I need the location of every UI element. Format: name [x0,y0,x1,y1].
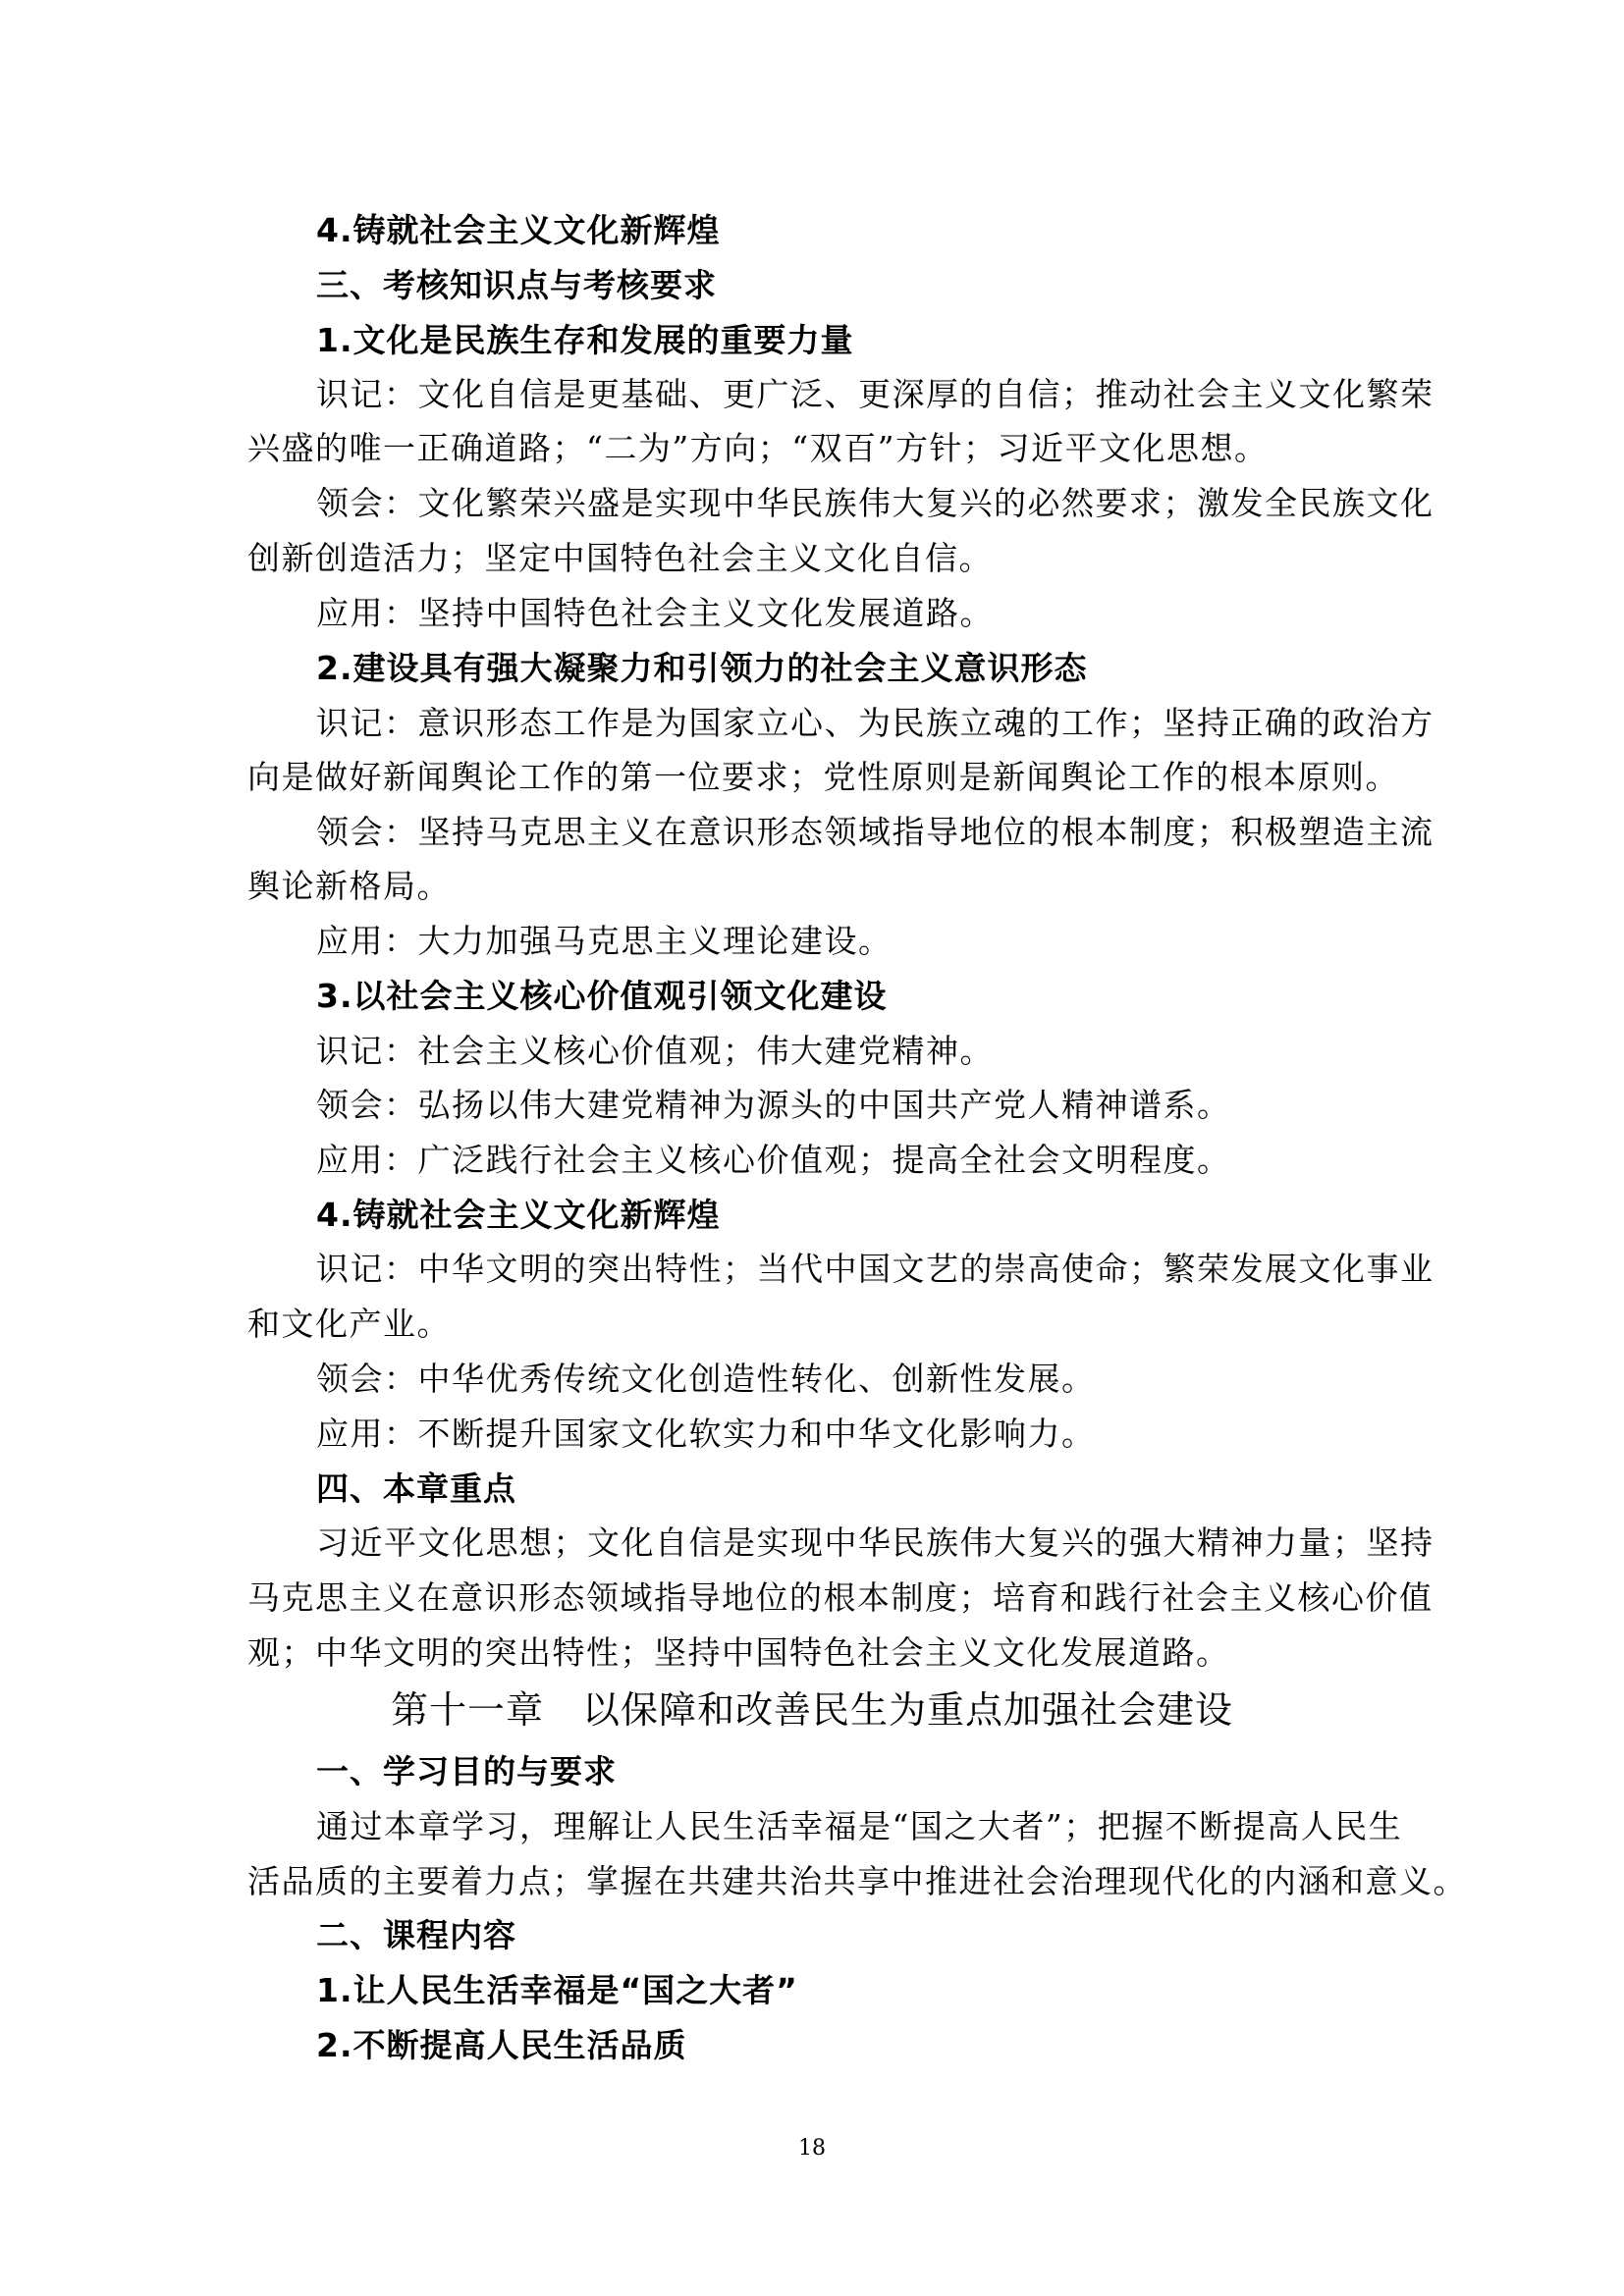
paragraph-line: 观；中华文明的突出特性；坚持中国特色社会主义文化发展道路。 [247,1633,1230,1672]
page-number: 18 [798,2136,826,2161]
paragraph-line: 应用：广泛践行社会主义核心价值观；提高全社会文明程度。 [316,1141,1231,1179]
paragraph-line: 应用：不断提升国家文化软实力和中华文化影响力。 [316,1415,1096,1453]
paragraph-line: 通过本章学习，理解让人民生活幸福是“国之大者”；把握不断提高人民生 [316,1807,1403,1845]
section-heading: 三、考核知识点与考核要求 [316,266,717,304]
paragraph-line: 识记：文化自信是更基础、更广泛、更深厚的自信；推动社会主义文化繁荣 [316,375,1435,413]
section-heading: 二、课程内容 [316,1916,516,1954]
paragraph-line: 应用：大力加强马克思主义理论建设。 [316,922,893,960]
subsection-heading: 2.不断提高人民生活品质 [316,2026,687,2064]
paragraph-line: 领会：坚持马克思主义在意识形态领域指导地位的根本制度；积极塑造主流 [316,813,1435,851]
paragraph-line: 活品质的主要着力点；掌握在共建共治共享中推进社会治理现代化的内涵和意义。 [247,1862,1467,1900]
subsection-heading: 3.以社会主义核心价值观引领文化建设 [316,977,888,1015]
paragraph-line: 和文化产业。 [247,1305,451,1343]
paragraph-line: 领会：弘扬以伟大建党精神为源头的中国共产党人精神谱系。 [316,1086,1231,1124]
paragraph-line: 识记：意识形态工作是为国家立心、为民族立魂的工作；坚持正确的政治方 [316,704,1435,742]
section-heading: 四、本章重点 [316,1469,516,1508]
section-heading: 一、学习目的与要求 [316,1752,617,1790]
subsection-heading: 2.建设具有强大凝聚力和引领力的社会主义意识形态 [316,649,1088,687]
subsection-heading: 1.文化是民族生存和发展的重要力量 [316,321,854,359]
chapter-title: 第十一章 以保障和改善民生为重点加强社会建设 [390,1688,1233,1732]
paragraph-line: 向是做好新闻舆论工作的第一位要求；党性原则是新闻舆论工作的根本原则。 [247,758,1399,796]
paragraph-line: 领会：中华优秀传统文化创造性转化、创新性发展。 [316,1360,1096,1398]
paragraph-line: 马克思主义在意识形态领域指导地位的根本制度；培育和践行社会主义核心价值 [247,1578,1434,1617]
paragraph-line: 应用：坚持中国特色社会主义文化发展道路。 [316,594,994,632]
paragraph-line: 识记：社会主义核心价值观；伟大建党精神。 [316,1032,994,1070]
paragraph-line: 创新创造活力；坚定中国特色社会主义文化自信。 [247,539,993,577]
paragraph-line: 识记：中华文明的突出特性；当代中国文艺的崇高使命；繁荣发展文化事业 [316,1250,1435,1288]
subsection-heading: 4.铸就社会主义文化新辉煌 [316,1196,721,1234]
paragraph-line: 领会：文化繁荣兴盛是实现中华民族伟大复兴的必然要求；激发全民族文化 [316,484,1435,522]
subsection-heading: 1.让人民生活幸福是“国之大者” [316,1971,798,2009]
paragraph-line: 舆论新格局。 [247,867,451,905]
paragraph-line: 兴盛的唯一正确道路；“二为”方向；“双百”方针；习近平文化思想。 [247,429,1269,467]
subsection-heading: 4.铸就社会主义文化新辉煌 [316,211,721,249]
paragraph-line: 习近平文化思想；文化自信是实现中华民族伟大复兴的强大精神力量；坚持 [316,1523,1435,1562]
